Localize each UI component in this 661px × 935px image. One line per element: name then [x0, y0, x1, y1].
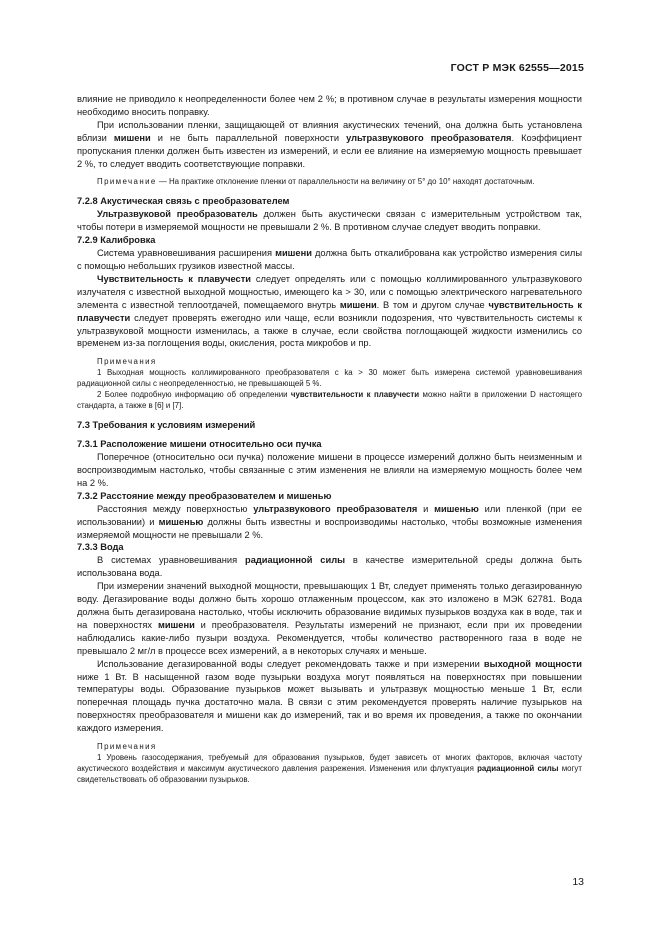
paragraph-continuation: влияние не приводило к неопределенности более чем 2 %; в противном случае в результаты измерения мощности необходимо вносить поправку. — [77, 94, 582, 117]
paragraph-7-2-9-buoyancy: Чувствительность к плавучести следует определять или с помощью коллимированного ультразвукового излучателя с известной выходной мощностью, имеющего kа > 30, или с помощью электрического нагревательного элемента с известной теплоотдачей, помещаемого внутрь мишени. В том и другом случае чувствительность к плавучести следует проверять ежегодно или чаще, если возникли подозрения, что чувствительность системы к ультразвуковой мощности изменилась, а также в случае, если свойства поглощающей жидкости изменились со временем из-за поглощения воды, окисления, роста микробов и пр. — [77, 273, 582, 349]
note-2-appendix: 2 Более подробную информацию об определении чувствительности к плавучести можно найти в приложении D настоящего стандарта, а также в [6] и [7]. — [77, 390, 582, 411]
heading-7-3-1: 7.3.1 Расположение мишени относительно оси пучка — [77, 439, 322, 450]
notes-label: Примечания — [97, 357, 157, 367]
page-body — [77, 93, 582, 785]
heading-7-3: 7.3 Требования к условиям измерений — [77, 420, 256, 431]
document-code-header: ГОСТ Р МЭК 62555—2015 — [450, 62, 584, 74]
notes-label-2: Примечания — [97, 742, 157, 752]
paragraph-7-3-2: Расстояния между поверхностью ультразвукового преобразователя и мишенью или пленкой (при ее использовании) и мишенью должны быть известны и воспроизводимы настолько, чтобы возможные изменения измеряемой мощности не превышали 2 %. — [77, 503, 583, 540]
paragraph-film: При использовании пленки, защищающей от влияния акустических течений, она должна быть установлена вблизи мишени и не быть параллельной поверхности ультразвукового преобразователя. Коэффициент пропускания пленки должен быть известен из измерений, и если ее влияние на измеряемую мощность превышает 2 %, то следует вводить соответствующие поправки. — [77, 119, 582, 169]
paragraph-7-2-8: Ультразвуковой преобразователь должен быть акустически связан с измерительным устройством так, чтобы потери в измеряемой мощности не превышали 2 %. В противном случае следует вводить поправки. — [77, 209, 582, 233]
note-1-collimated: 1 Выходная мощность коллимированного преобразователя с kа > 30 может быть измерена системой уравновешивания радиационной силы с неопределенностью, не превышающей 5 %. — [77, 368, 582, 389]
paragraph-7-3-1: Поперечное (относительно оси пучка) положение мишени в процессе измерений должно быть неизменным и воспроизводимым настолько, чтобы связанные с этим изменения не влияли на измеряемую мощность более чем на 2 %. — [77, 452, 582, 488]
paragraph-7-3-3-degassed: При измерении значений выходной мощности, превышающих 1 Вт, следует применять только дегазированную воду. Дегазирование воды должно быть хорошо отлаженным процессом, как это изложено в МЭК 62781. Вода должна быть дегазирована настолько, чтобы исключить образование видимых пузырьков воздуха как в воде, так и на поверхностях мишени и преобразователя. Результаты измерений не признают, если при их проведении наблюдались какие-либо пузыри воздуха. Рекомендуется, чтобы количество растворенного газа в воде не превышало 2 мг/л в процессе всех измерений, а в некоторых случаях и меньше. — [77, 581, 582, 656]
heading-7-3-3: 7.3.3 Вода — [77, 542, 124, 553]
heading-7-3-2: 7.3.2 Расстояние между преобразователем и мишенью — [77, 490, 332, 501]
note-film-deviation: Примечание — На практике отклонение пленки от параллельности на величину от 5° до 10° находят достаточным. — [97, 177, 535, 187]
heading-7-2-9: 7.2.9 Калибровка — [77, 235, 156, 246]
note-1-gas-content: 1 Уровень газосодержания, требуемый для образования пузырьков, будет зависеть от многих факторов, включая частоту акустического воздействия и максимум акустического давления разрежения. Изменения или флуктуация радиационной силы могут свидетельствовать об образовании пузырьков. — [77, 753, 582, 785]
paragraph-7-2-9-calibration: Система уравновешивания расширения мишени должна быть откалибрована как устройство измерения силы с помощью небольших грузиков известной массы. — [77, 248, 583, 271]
paragraph-7-3-3-water: В системах уравновешивания радиационной силы в качестве измерительной среды должна быть использована вода. — [77, 555, 582, 579]
heading-7-2-8: 7.2.8 Акустическая связь с преобразователем — [77, 196, 290, 207]
page-number: 13 — [572, 876, 584, 888]
paragraph-7-3-3-bubbles: Использование дегазированной воды следует рекомендовать также и при измерении выходной мощности ниже 1 Вт. В насыщенной газом воде пузырьки воздуха могут появляться на поверхностях при повышении температуры воды. Образование пузырьков может вызывать и ультразвук мощностью меньше 1 Вт, если поперечная площадь пучка достаточно мала. В связи с этим рекомендуется проверять наличие пузырьков на поверхностях преобразователя и мишени как до измерений, так и во время их проведения, а также по окончании каждого измерения. — [77, 658, 582, 734]
